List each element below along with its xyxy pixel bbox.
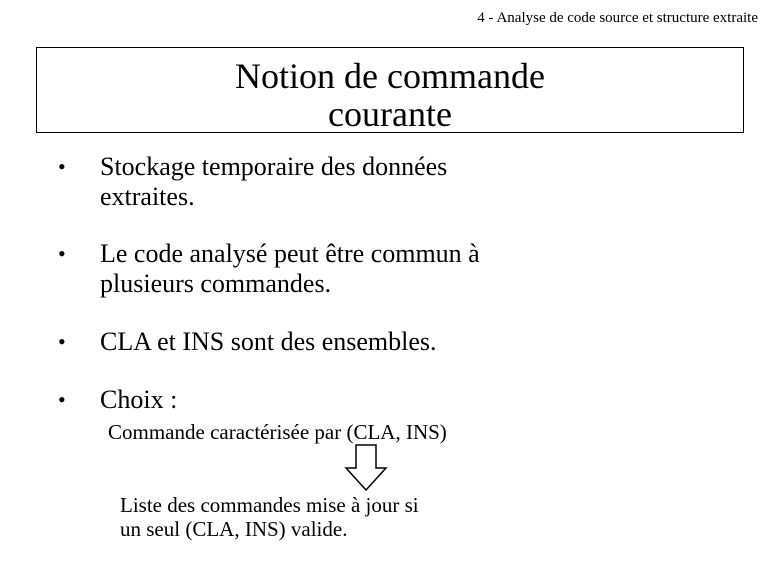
choice-detail: Commande caractérisée par (CLA, INS) [108, 420, 447, 444]
bullet-icon: • [58, 329, 66, 354]
title-box [36, 47, 744, 133]
slide-title-line-1: Notion de commande [235, 56, 545, 96]
bullet-icon: • [58, 154, 66, 179]
bullet-text-line: Choix : [100, 385, 178, 414]
result-line-2: un seul (CLA, INS) valide. [120, 517, 348, 541]
bullet-text-line: extraites. [100, 182, 195, 211]
down-arrow-icon [344, 444, 388, 492]
slide-title-line-2: courante [328, 94, 452, 134]
bullet-text-line: CLA et INS sont des ensembles. [100, 327, 437, 356]
bullet-text-line: Le code analysé peut être commun à [100, 239, 480, 268]
bullet-text-line: plusieurs commandes. [100, 269, 332, 298]
bullet-icon: • [58, 241, 66, 266]
result-line-1: Liste des commandes mise à jour si [120, 493, 419, 517]
bullet-icon: • [58, 387, 66, 412]
bullet-text-line: Stockage temporaire des données [100, 152, 448, 181]
chapter-header: 4 - Analyse de code source et structure extraite [477, 10, 758, 26]
